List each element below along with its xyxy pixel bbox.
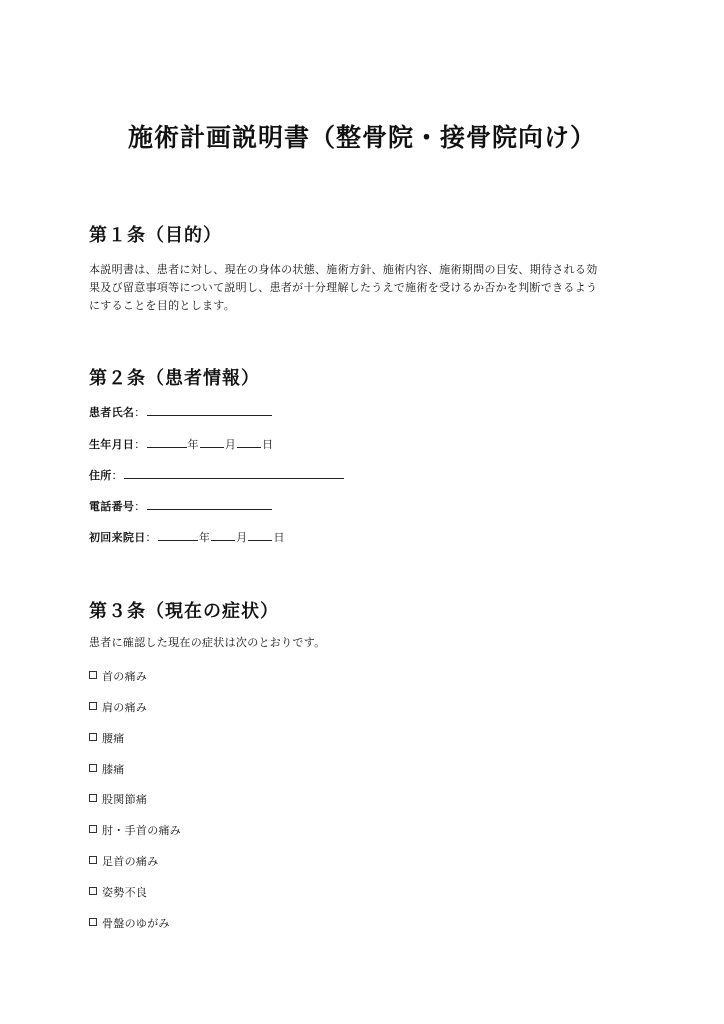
first-visit-label: 初回来院日 — [89, 531, 146, 544]
article1-heading: 第１条（目的） — [89, 225, 222, 246]
patient-name-label: 患者氏名 — [89, 406, 135, 419]
symptom-item — [89, 853, 159, 869]
first-visit-month-unit: 月 — [236, 531, 248, 544]
birth-date-label: 生年月日 — [89, 438, 135, 451]
symptom-checkbox[interactable] — [89, 825, 97, 833]
first-visit-year-unit: 年 — [198, 531, 211, 544]
article1-body — [89, 261, 645, 315]
symptom-label: 首の痛み — [102, 670, 148, 683]
patient-name-field — [89, 404, 273, 420]
address-input[interactable] — [124, 468, 344, 479]
first-visit-day-unit: 日 — [273, 531, 285, 544]
symptom-checkbox[interactable] — [89, 918, 97, 926]
birth-day-input[interactable] — [237, 437, 261, 448]
symptom-label: 肘・手首の痛み — [102, 824, 182, 837]
birth-month-input[interactable] — [200, 437, 224, 448]
symptom-label: 姿勢不良 — [102, 886, 148, 899]
symptom-label: 股関節痛 — [102, 793, 148, 806]
symptom-checkbox[interactable] — [89, 856, 97, 864]
symptom-label: 骨盤のゆがみ — [102, 917, 170, 930]
article1-line-2: 果及び留意事項等について説明し、患者が十分理解したうえで施術を受けるか否かを判断できるよう — [89, 281, 598, 294]
symptom-label: 膝痛 — [102, 763, 125, 776]
article1-line-3: にすることを目的とします。 — [89, 299, 236, 312]
symptom-item — [89, 884, 147, 900]
symptom-item — [89, 668, 147, 684]
symptom-item — [89, 699, 147, 715]
first-visit-month-input[interactable] — [211, 530, 235, 541]
symptom-label: 腰痛 — [102, 732, 125, 745]
patient-name-input[interactable] — [147, 405, 272, 416]
first-visit-year-input[interactable] — [158, 530, 198, 541]
birth-month-unit: 月 — [224, 438, 237, 451]
phone-input[interactable] — [147, 499, 272, 510]
phone-label: 電話番号 — [89, 500, 135, 513]
phone-separator: ： — [134, 500, 146, 513]
symptom-checkbox[interactable] — [89, 671, 97, 679]
symptom-checkbox[interactable] — [89, 764, 97, 772]
address-label: 住所 — [89, 469, 112, 482]
article3-heading: 第３条（現在の症状） — [89, 601, 279, 622]
symptom-checkbox[interactable] — [89, 733, 97, 741]
article1-line-1: 本説明書は、患者に対し、現在の身体の状態、施術方針、施術内容、施術期間の目安、期待される効 — [89, 263, 598, 276]
symptom-item — [89, 791, 147, 807]
symptom-item — [89, 730, 125, 746]
symptom-item — [89, 822, 181, 838]
document-title: 施術計画説明書（整骨院・接骨院向け） — [127, 123, 596, 152]
first-visit-separator: ： — [145, 531, 157, 544]
birth-year-input[interactable] — [147, 437, 187, 448]
symptom-label: 足首の痛み — [102, 855, 159, 868]
article2-heading: 第２条（患者情報） — [89, 368, 260, 389]
birth-date-separator: ： — [134, 438, 146, 451]
article3-intro: 患者に確認した現在の症状は次のとおりです。 — [89, 636, 326, 649]
symptom-checkbox[interactable] — [89, 887, 97, 895]
first-visit-field — [89, 529, 285, 545]
address-separator: ： — [111, 469, 123, 482]
symptom-checkbox[interactable] — [89, 794, 97, 802]
phone-field — [89, 498, 273, 514]
address-field — [89, 467, 345, 483]
first-visit-day-input[interactable] — [248, 530, 272, 541]
birth-date-field — [89, 436, 273, 452]
symptom-checkbox[interactable] — [89, 702, 97, 710]
symptom-item — [89, 915, 170, 931]
birth-day-unit: 日 — [262, 438, 274, 451]
patient-name-separator: ： — [134, 406, 146, 419]
symptom-label: 肩の痛み — [102, 701, 148, 714]
birth-year-unit: 年 — [187, 438, 199, 451]
symptom-item — [89, 761, 125, 777]
